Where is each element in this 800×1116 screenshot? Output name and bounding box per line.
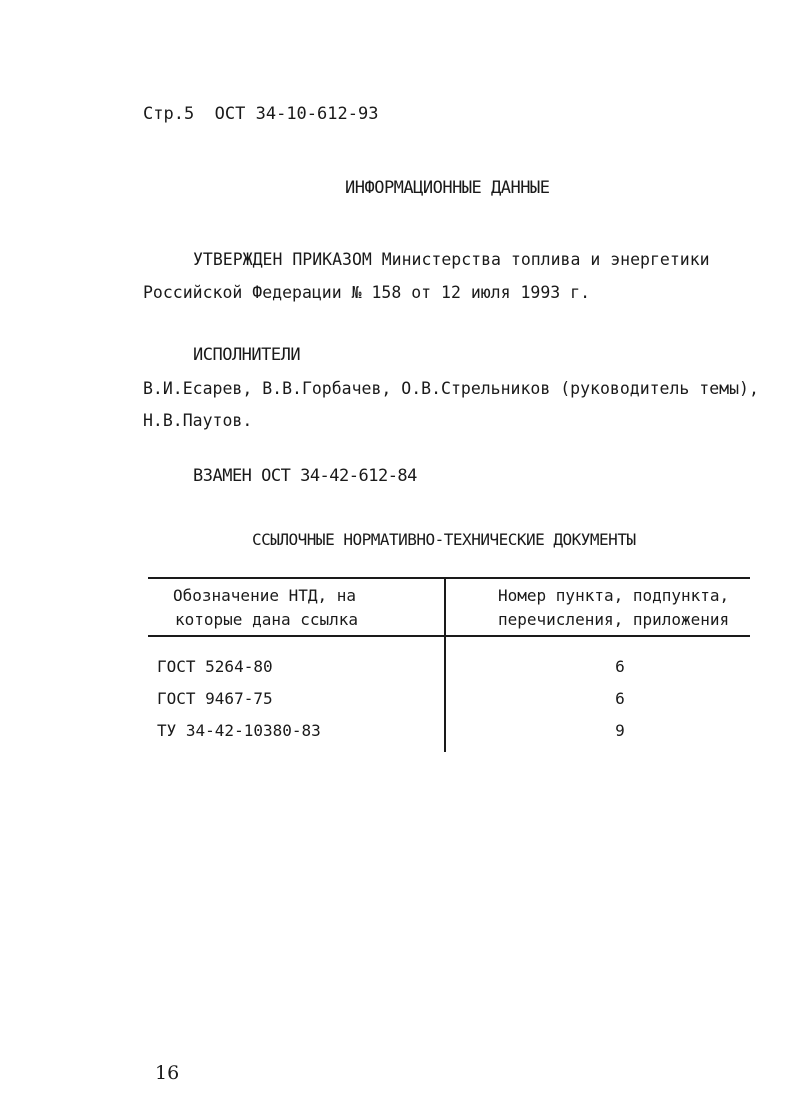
row-doc: ГОСТ 9467-75 — [157, 689, 273, 708]
authors-line-1: В.И.Есарев, В.В.Горбачев, О.В.Стрельников (руководитель темы), — [143, 379, 759, 398]
row-doc: ГОСТ 5264-80 — [157, 657, 273, 676]
col2-header-line-2: перечисления, приложения — [498, 610, 730, 629]
refs-title: ССЫЛОЧНЫЕ НОРМАТИВНО-ТЕХНИЧЕСКИЕ ДОКУМЕНТЫ — [252, 530, 636, 549]
row-doc: ТУ 34-42-10380-83 — [157, 721, 321, 740]
info-title: ИНФОРМАЦИОННЫЕ ДАННЫЕ — [345, 178, 550, 198]
col1-header-line-2: которые дана ссылка — [175, 610, 359, 629]
col1-header-line-1: Обозначение НТД, на — [173, 586, 357, 605]
row-item: 6 — [615, 657, 625, 676]
authors-line-2: Н.В.Паутов. — [143, 411, 253, 430]
col2-header-line-1: Номер пункта, подпункта, — [498, 586, 730, 605]
table-top-rule — [148, 577, 750, 579]
authors-heading: ИСПОЛНИТЕЛИ — [193, 345, 301, 365]
row-item: 9 — [615, 721, 625, 740]
page-header-ref — [143, 104, 378, 124]
doc-code: ОСТ 34-10-612-93 — [214, 104, 379, 124]
replaces-line: ВЗАМЕН ОСТ 34-42-612-84 — [193, 466, 417, 486]
page-ref: Стр.5 — [143, 104, 195, 124]
row-item: 6 — [615, 689, 625, 708]
table-header-rule — [148, 635, 750, 637]
approval-line-2: Российской Федерации № 158 от 12 июля 1993 г. — [143, 283, 591, 302]
page-number: 16 — [155, 1062, 180, 1084]
table-column-divider — [444, 578, 446, 752]
approval-line-1: УТВЕРЖДЕН ПРИКАЗОМ Министерства топлива и энергетики — [193, 250, 710, 269]
